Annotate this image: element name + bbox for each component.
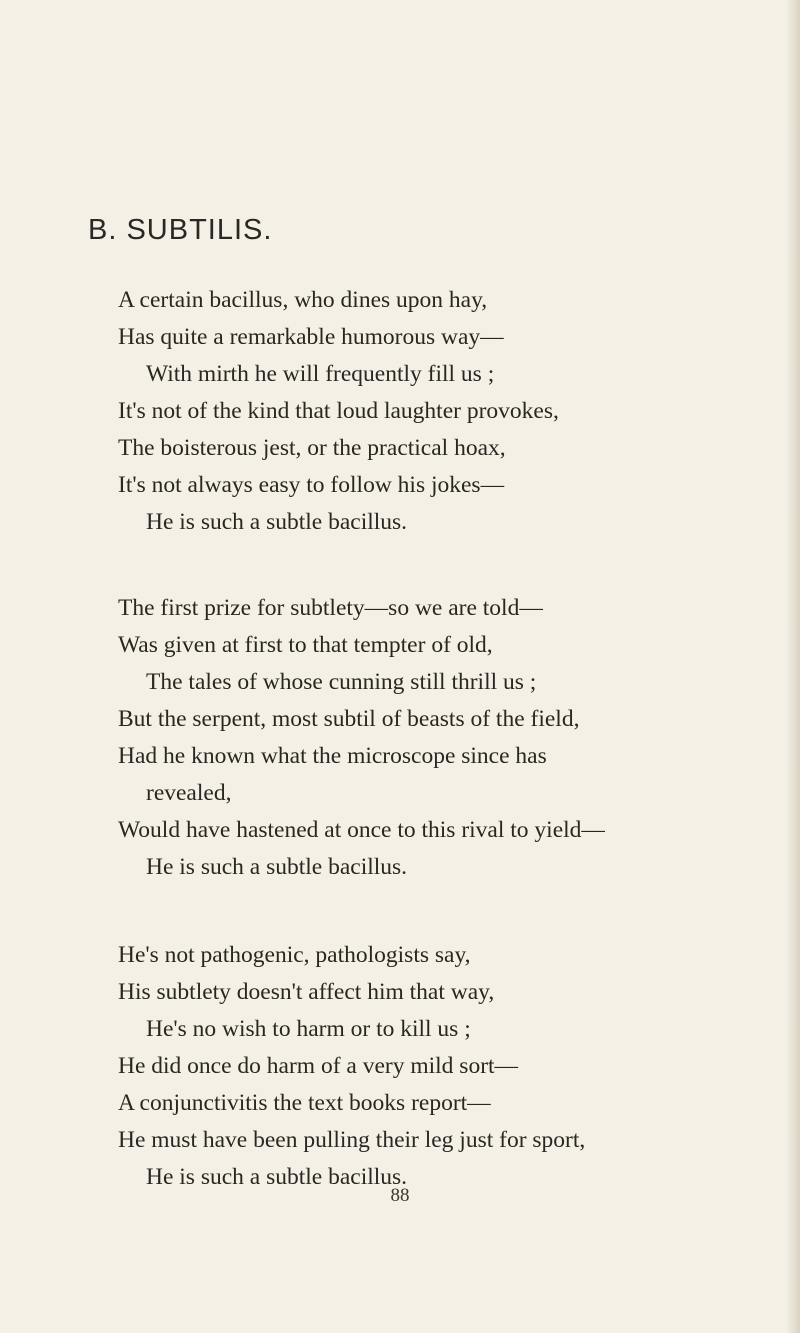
stanza-1-line-5: The boisterous jest, or the practical hoax,	[118, 435, 506, 461]
poem-title: B. SUBTILIS.	[88, 214, 273, 246]
stanza-2-line-6: revealed,	[146, 780, 232, 806]
stanza-2-line-4: But the serpent, most subtil of beasts of the field,	[118, 706, 580, 732]
stanza-2-line-7: Would have hastened at once to this rival to yield—	[118, 817, 605, 843]
stanza-3-line-5: A conjunctivitis the text books report—	[118, 1090, 491, 1116]
stanza-1-line-1: A certain bacillus, who dines upon hay,	[118, 287, 488, 313]
stanza-3	[118, 937, 798, 1196]
stanza-2-line-8: He is such a subtle bacillus.	[146, 854, 408, 880]
stanza-1-line-7: He is such a subtle bacillus.	[146, 509, 408, 535]
stanza-1-line-2: Has quite a remarkable humorous way—	[118, 324, 504, 350]
stanza-1-line-3: With mirth he will frequently fill us ;	[146, 361, 495, 387]
stanza-3-line-7: He is such a subtle bacillus.	[146, 1164, 408, 1190]
stanza-2	[118, 590, 798, 886]
stanza-2-line-1: The first prize for subtlety—so we are told—	[118, 595, 543, 621]
stanza-3-line-3: He's no wish to harm or to kill us ;	[146, 1016, 471, 1042]
stanza-3-line-2: His subtlety doesn't affect him that way,	[118, 979, 495, 1005]
stanza-3-line-1: He's not pathogenic, pathologists say,	[118, 942, 471, 968]
stanza-1	[118, 282, 798, 541]
stanza-3-line-4: He did once do harm of a very mild sort—	[118, 1053, 519, 1079]
stanza-2-line-3: The tales of whose cunning still thrill us ;	[146, 669, 537, 695]
page-number: 88	[390, 1185, 410, 1206]
stanza-1-line-4: It's not of the kind that loud laughter provokes,	[118, 398, 559, 424]
stanza-2-line-5: Had he known what the microscope since has	[118, 743, 547, 769]
stanza-3-line-6: He must have been pulling their leg just for sport,	[118, 1127, 586, 1153]
stanza-1-line-6: It's not always easy to follow his jokes—	[118, 472, 505, 498]
stanza-2-line-2: Was given at first to that tempter of old,	[118, 632, 493, 658]
